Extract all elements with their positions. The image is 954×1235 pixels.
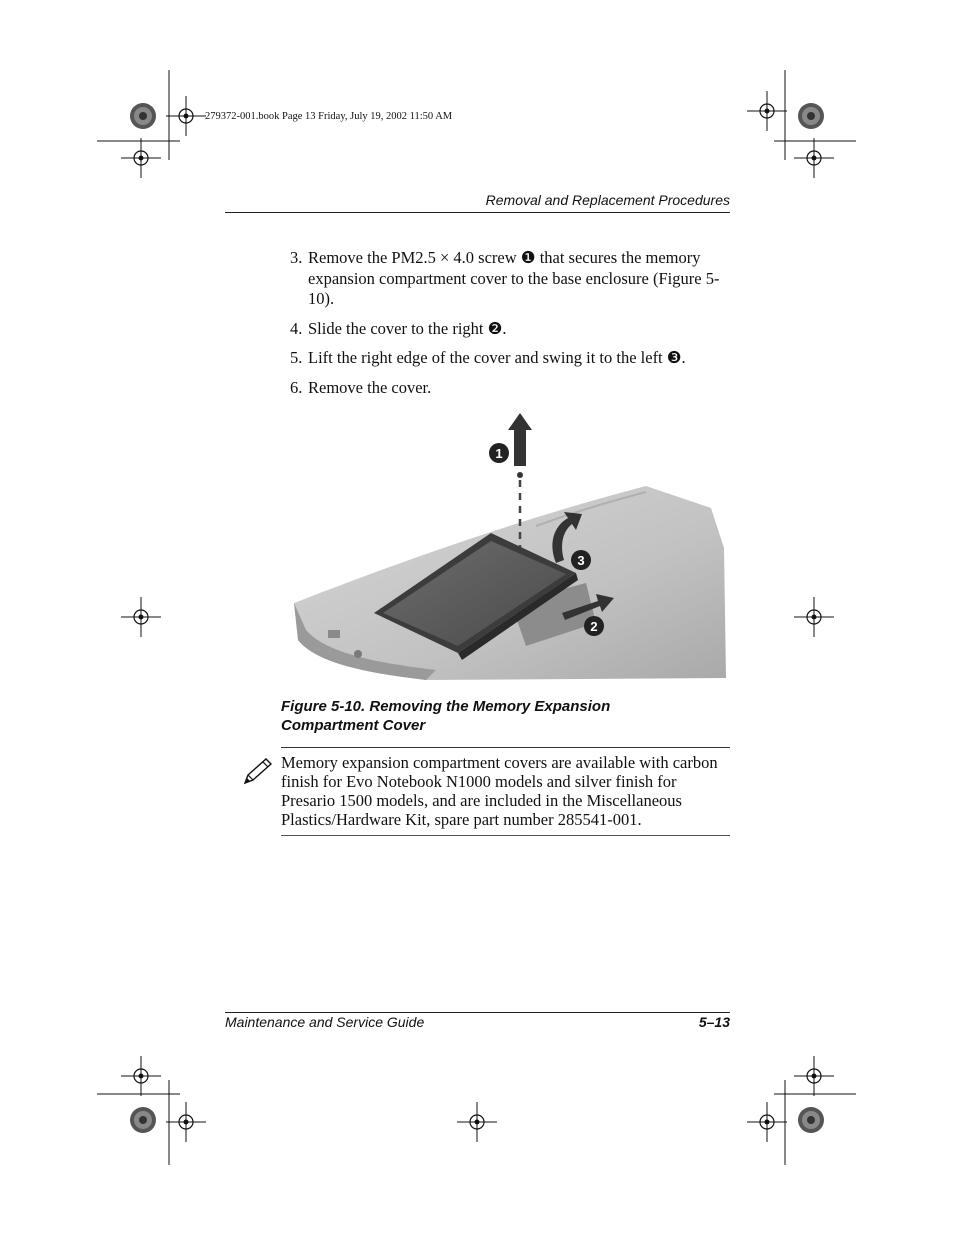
step-number: 3.: [290, 248, 303, 267]
step-6: [290, 378, 730, 399]
header-rule: [225, 212, 730, 213]
step-number: 5.: [290, 348, 303, 367]
arrow-up: [508, 413, 532, 466]
figure-caption-line-1: Figure 5-10. Removing the Memory Expansion: [281, 698, 611, 715]
figure-memory-cover-illustration: [286, 408, 730, 690]
callout-2: [584, 616, 604, 636]
step-text: Remove the cover.: [308, 377, 432, 397]
callout-1: [489, 443, 509, 463]
step-number: 4.: [290, 318, 303, 338]
step-5: [290, 348, 730, 369]
svg-text:3: 3: [577, 553, 585, 568]
running-header: Removal and Replacement Procedures: [485, 192, 730, 208]
callout-3: [571, 550, 591, 570]
pencil-note-icon: [242, 756, 274, 786]
svg-text:2: 2: [590, 619, 598, 634]
step-text: Slide the cover to the right ❷.: [308, 318, 507, 338]
figure-caption: [281, 697, 730, 735]
step-text: Remove the PM2.5 × 4.0 screw ❶ that secures the memory expansion compartment cover to the base enclosure (Figure 5-10).: [308, 248, 720, 308]
page-number: 5–13: [698, 1014, 730, 1030]
footer-rule: [225, 1012, 730, 1013]
note-top-rule: [281, 747, 730, 748]
figure-caption-line-2: Compartment Cover: [281, 717, 426, 734]
step-4: [290, 319, 730, 340]
procedure-steps: [290, 248, 730, 407]
step-3: [290, 248, 730, 310]
footer-guide-title: Maintenance and Service Guide: [225, 1014, 425, 1030]
step-text: Lift the right edge of the cover and swing it to the left ❸.: [308, 348, 686, 367]
svg-text:1: 1: [495, 446, 503, 461]
note-text: Memory expansion compartment covers are available with carbon finish for Evo Notebook N1000 models and silver finish for Presario 1500 models, and are included in the Miscellaneous Plastics/Hardware Kit, spare part number 285541-001.: [281, 753, 718, 829]
book-info-line: 279372-001.book Page 13 Friday, July 19, 2002 11:50 AM: [205, 111, 453, 122]
step-number: 6.: [290, 377, 303, 397]
note-bottom-rule: [281, 835, 730, 836]
